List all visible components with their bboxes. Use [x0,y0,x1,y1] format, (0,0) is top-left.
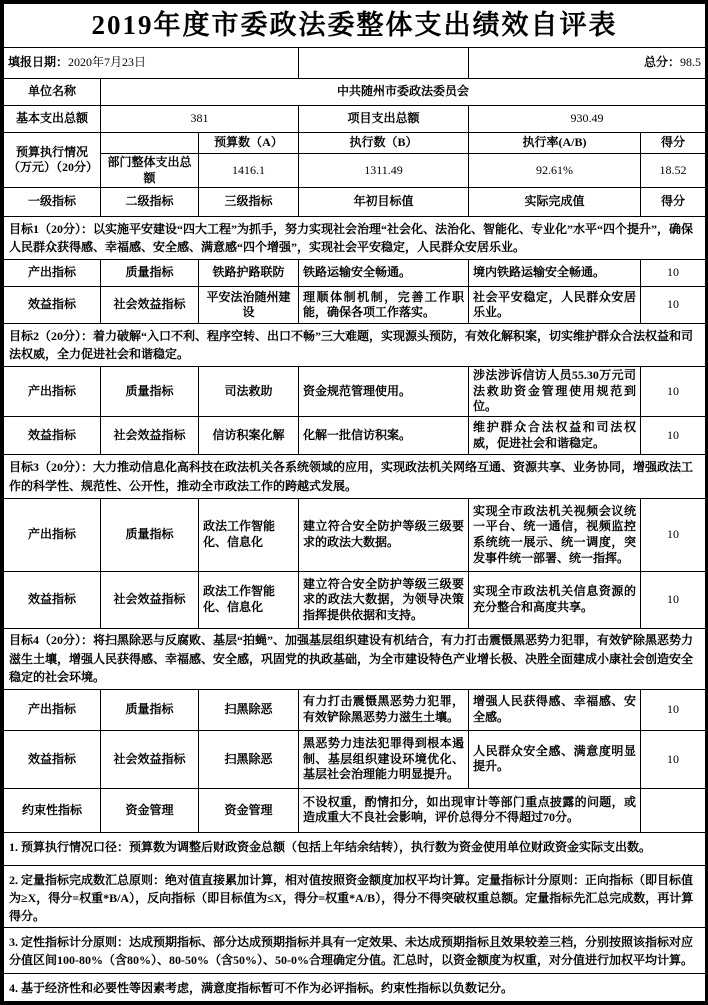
budget-section-label: 预算执行情况（万元）（20分） [4,133,101,188]
goal4-text: 目标4（20分）：将扫黑除恶与反腐败、基层“拍蝇”、加强基层组织建设有机结合，有力打击震慑黑恶势力犯罪，有效铲除黑恶势力滋生土壤，增强人民获得感、幸福感、安全感，巩固党的执政基础，为全市建设特色产业增长极、决胜全面建成小康社会创造安全稳定的社会环境。 [4,629,706,690]
level1-indicator: 产出指标 [4,260,101,287]
actual-value: 社会平安稳定，人民群众安居乐业。 [469,287,641,324]
target-value: 化解一批信访积案。 [299,417,469,455]
level2-indicator: 社会效益指标 [101,572,199,629]
total-score-value: 98.5 [680,55,702,70]
score-value: 10 [641,417,706,455]
goal3-output-row [4,499,706,572]
page-title: 2019年度市委政法委整体支出绩效自评表 [4,4,706,48]
unit-value: 中共随州市委政法委员会 [101,79,706,106]
level3-indicator: 政法工作智能化、信息化 [199,499,299,572]
header-level3: 三级指标 [199,188,299,217]
constraint-description: 不设权重，酌情扣分，如出现审计等部门重点披露的问题，或造成重大不良社会影响，评价总得分不得超过70分。 [299,788,641,832]
target-value: 有力打击震慑黑恶势力犯罪，有效铲除黑恶势力滋生土壤。 [299,689,469,730]
note-4: 4. 基于经济性和必要性等因素考虑，满意度指标暂可不作为必评指标。约束性指标以负数记分。 [4,973,706,1001]
unit-label: 单位名称 [4,79,101,106]
goal2-text: 目标2（20分）：着力破解“入口不利、程序空转、出口不畅”三大难题，实现源头预防，有效化解积案，切实维护群众合法权益和司法权威，全力促进社会和谐稳定。 [4,324,706,367]
budget-col-header-a: 预算数（A） [199,133,299,154]
score-value: 10 [641,572,706,629]
goal3-text-row [4,455,706,499]
note-row-2 [4,865,706,927]
total-score-label: 总分： [644,55,681,70]
target-value: 铁路运输安全畅通。 [299,260,469,287]
actual-value: 境内铁路运输安全畅通。 [469,260,641,287]
note-row-1 [4,832,706,865]
level2-indicator: 社会效益指标 [101,730,199,788]
note-2: 2. 定量指标完成数汇总原则：绝对值直接累加计算，相对值按照资金额度加权平均计算。定量指标计分原则：正向指标（即目标值为≥X，得分=权重*B/A），反向指标（即目标值为≤X，得分=权重*A/B），得分不得突破权重总额。定量指标先汇总完成数，再计算得分。 [4,865,706,927]
score-value: 10 [641,287,706,324]
target-value: 黑恶势力违法犯罪得到根本遏制、基层组织建设环境优化、基层社会治理能力明显提升。 [299,730,469,788]
expenditure-row [4,106,706,133]
budget-col-header-score: 得分 [641,133,706,154]
level2-indicator: 资金管理 [101,788,199,832]
score-value: 10 [641,367,706,417]
level2-indicator: 社会效益指标 [101,417,199,455]
budget-value: 1416.1 [199,154,299,188]
goal4-text-row [4,629,706,690]
budget-row-label: 部门整体支出总额 [101,154,199,188]
level1-indicator: 约束性指标 [4,788,101,832]
header-level2: 二级指标 [101,188,199,217]
target-value: 资金规范管理使用。 [299,367,469,417]
report-date-cell [4,48,299,79]
level1-indicator: 产出指标 [4,367,101,417]
report-date-label: 填报日期： [8,55,69,70]
score-value: 10 [641,260,706,287]
score-value: 10 [641,499,706,572]
basic-expenditure-label: 基本支出总额 [4,106,101,133]
budget-score: 18.52 [641,154,706,188]
header-target: 年初目标值 [299,188,469,217]
level1-indicator: 产出指标 [4,689,101,730]
level3-indicator: 铁路护路联防 [199,260,299,287]
budget-data-row [4,154,706,188]
header-score: 得分 [641,188,706,217]
title-row [4,4,706,48]
project-expenditure-value: 930.49 [469,106,706,133]
meta-row [4,48,706,79]
level1-indicator: 效益指标 [4,417,101,455]
budget-empty-cell [101,133,199,154]
project-expenditure-label: 项目支出总额 [299,106,469,133]
level2-indicator: 质量指标 [101,689,199,730]
goal3-text: 目标3（20分）：大力推动信息化高科技在政法机关各系统领域的应用，实现政法机关网络互通、资源共享、业务协同，增强政法工作的科学性、规范性、公开性，推动全市政法工作的跨越式发展。 [4,455,706,499]
goal2-text-row [4,324,706,367]
level3-indicator: 扫黑除恶 [199,730,299,788]
level3-indicator: 平安法治随州建设 [199,287,299,324]
goal1-text-row [4,217,706,260]
goal1-text: 目标1（20分）：以实施平安建设“四大工程”为抓手，努力实现社会治理“社会化、法治化、智能化、专业化”水平“四个提升”，确保人民群众获得感、幸福感、安全感、满意感“四个增强”，实现社会平安稳定，人民群众安居乐业。 [4,217,706,260]
budget-header-row [4,133,706,154]
target-value: 建立符合安全防护等级三级要求的政法大数据。 [299,499,469,572]
level1-indicator: 效益指标 [4,287,101,324]
budget-col-header-rate: 执行率(A/B) [469,133,641,154]
level1-indicator: 效益指标 [4,572,101,629]
score-value: 10 [641,730,706,788]
level3-indicator: 政法工作智能化、信息化 [199,572,299,629]
level2-indicator: 质量指标 [101,367,199,417]
actual-value: 人民群众安全感、满意度明显提升。 [469,730,641,788]
level1-indicator: 效益指标 [4,730,101,788]
actual-value: 增强人民获得感、幸福感、安全感。 [469,689,641,730]
actual-value: 实现全市政法机关视频会议统一平台、统一通信，视频监控系统统一展示、统一调度，突发事件统一部署、统一指挥。 [469,499,641,572]
constraint-row [4,788,706,832]
goal4-benefit-row [4,730,706,788]
score-value [641,788,706,832]
note-row-3 [4,927,706,973]
goal1-benefit-row [4,287,706,324]
executed-value: 1311.49 [299,154,469,188]
note-3: 3. 定性指标计分原则：达成预期指标、部分达成预期指标并具有一定效果、未达成预期指标且效果较差三档，分别按照该指标对应分值区间100-80%（含80%）、80-50%（含50%）、50-0%合理确定分值。汇总时，以资金额度为权重，对分值进行加权平均计算。 [4,927,706,973]
goal2-benefit-row [4,417,706,455]
level2-indicator: 质量指标 [101,499,199,572]
total-score-cell [469,48,706,79]
level2-indicator: 质量指标 [101,260,199,287]
level3-indicator: 资金管理 [199,788,299,832]
actual-value: 涉法涉诉信访人员55.30万元司法救助资金管理使用规范到位。 [469,367,641,417]
level3-indicator: 司法救助 [199,367,299,417]
target-value: 建立符合安全防护等级三级要求的政法大数据，为领导决策指挥提供依据和支持。 [299,572,469,629]
indicator-header-row [4,188,706,217]
self-evaluation-table [3,3,706,1002]
header-actual: 实际完成值 [469,188,641,217]
level3-indicator: 扫黑除恶 [199,689,299,730]
header-level1: 一级指标 [4,188,101,217]
goal2-output-row [4,367,706,417]
goal1-output-row [4,260,706,287]
report-date-value: 2020年7月23日 [68,55,147,70]
unit-row [4,79,706,106]
target-value: 理顺体制机制，完善工作职能，确保各项工作落实。 [299,287,469,324]
basic-expenditure-value: 381 [101,106,299,133]
execution-rate: 92.61% [469,154,641,188]
actual-value: 实现全市政法机关信息资源的充分整合和高度共享。 [469,572,641,629]
meta-empty-cell [299,48,469,79]
budget-col-header-b: 执行数（B） [299,133,469,154]
level3-indicator: 信访积案化解 [199,417,299,455]
score-value: 10 [641,689,706,730]
note-row-4 [4,973,706,1001]
actual-value: 维护群众合法权益和司法权威，促进社会和谐稳定。 [469,417,641,455]
goal3-benefit-row [4,572,706,629]
note-1: 1. 预算执行情况口径：预算数为调整后财政资金总额（包括上年结余结转），执行数为资金使用单位财政资金实际支出数。 [4,832,706,865]
level2-indicator: 社会效益指标 [101,287,199,324]
level1-indicator: 产出指标 [4,499,101,572]
goal4-output-row [4,689,706,730]
